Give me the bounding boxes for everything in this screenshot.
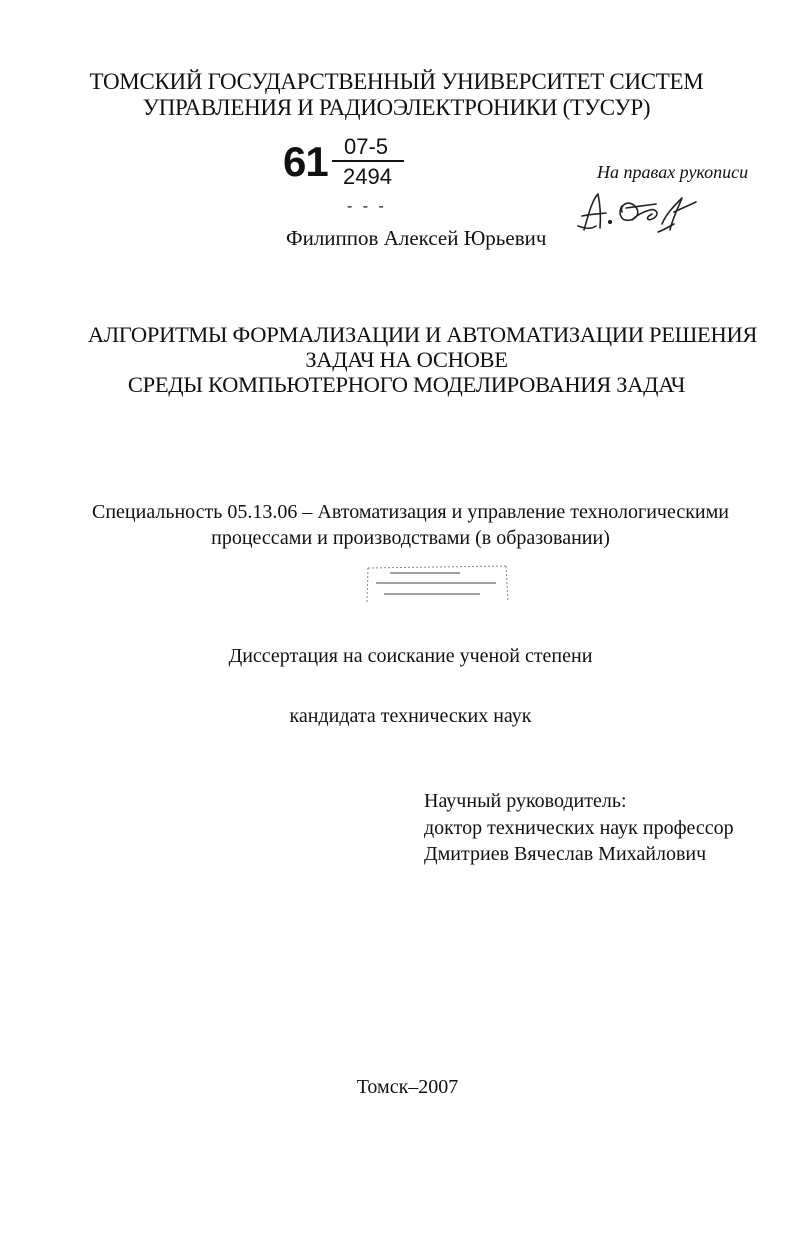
library-stamp	[362, 562, 512, 608]
degree-line2: кандидата технических наук	[289, 705, 532, 727]
library-code-bottom: 2494	[343, 164, 392, 189]
university-name-line1: ТОМСКИЙ ГОСУДАРСТВЕННЫЙ УНИВЕРСИТЕТ СИСТЕМ	[89, 69, 704, 94]
specialty-line2: процессами и производствами (в образовании)	[211, 527, 610, 549]
library-code-main: 61	[283, 138, 328, 185]
supervisor-degree: доктор технических наук профессор	[424, 817, 734, 839]
library-code-dashes: - - -	[347, 198, 387, 215]
university-name-line2: УПРАВЛЕНИЯ И РАДИОЭЛЕКТРОНИКИ (ТУСУР)	[142, 95, 651, 120]
supervisor-name: Дмитриев Вячеслав Михайлович	[424, 843, 707, 865]
library-code-fraction-line	[332, 160, 404, 162]
manuscript-rights-note: На правах рукописи	[597, 162, 749, 182]
dissertation-title-line1: АЛГОРИТМЫ ФОРМАЛИЗАЦИИ И АВТОМАТИЗАЦИИ РЕШЕНИЯ	[87, 322, 758, 347]
city-year: Томск–2007	[356, 1076, 459, 1098]
author-name: Филиппов Алексей Юрьевич	[286, 226, 547, 250]
specialty-line1: Специальность 05.13.06 – Автоматизация и управление технологическими	[92, 501, 729, 523]
degree-line1: Диссертация на соискание ученой степени	[228, 645, 593, 667]
author-signature	[570, 186, 710, 242]
dissertation-title-line2: ЗАДАЧ НА ОСНОВЕ	[305, 347, 508, 372]
dissertation-title-line3: СРЕДЫ КОМПЬЮТЕРНОГО МОДЕЛИРОВАНИЯ ЗАДАЧ	[127, 372, 686, 397]
supervisor-label: Научный руководитель:	[424, 790, 627, 812]
library-code-top: 07-5	[344, 134, 389, 159]
